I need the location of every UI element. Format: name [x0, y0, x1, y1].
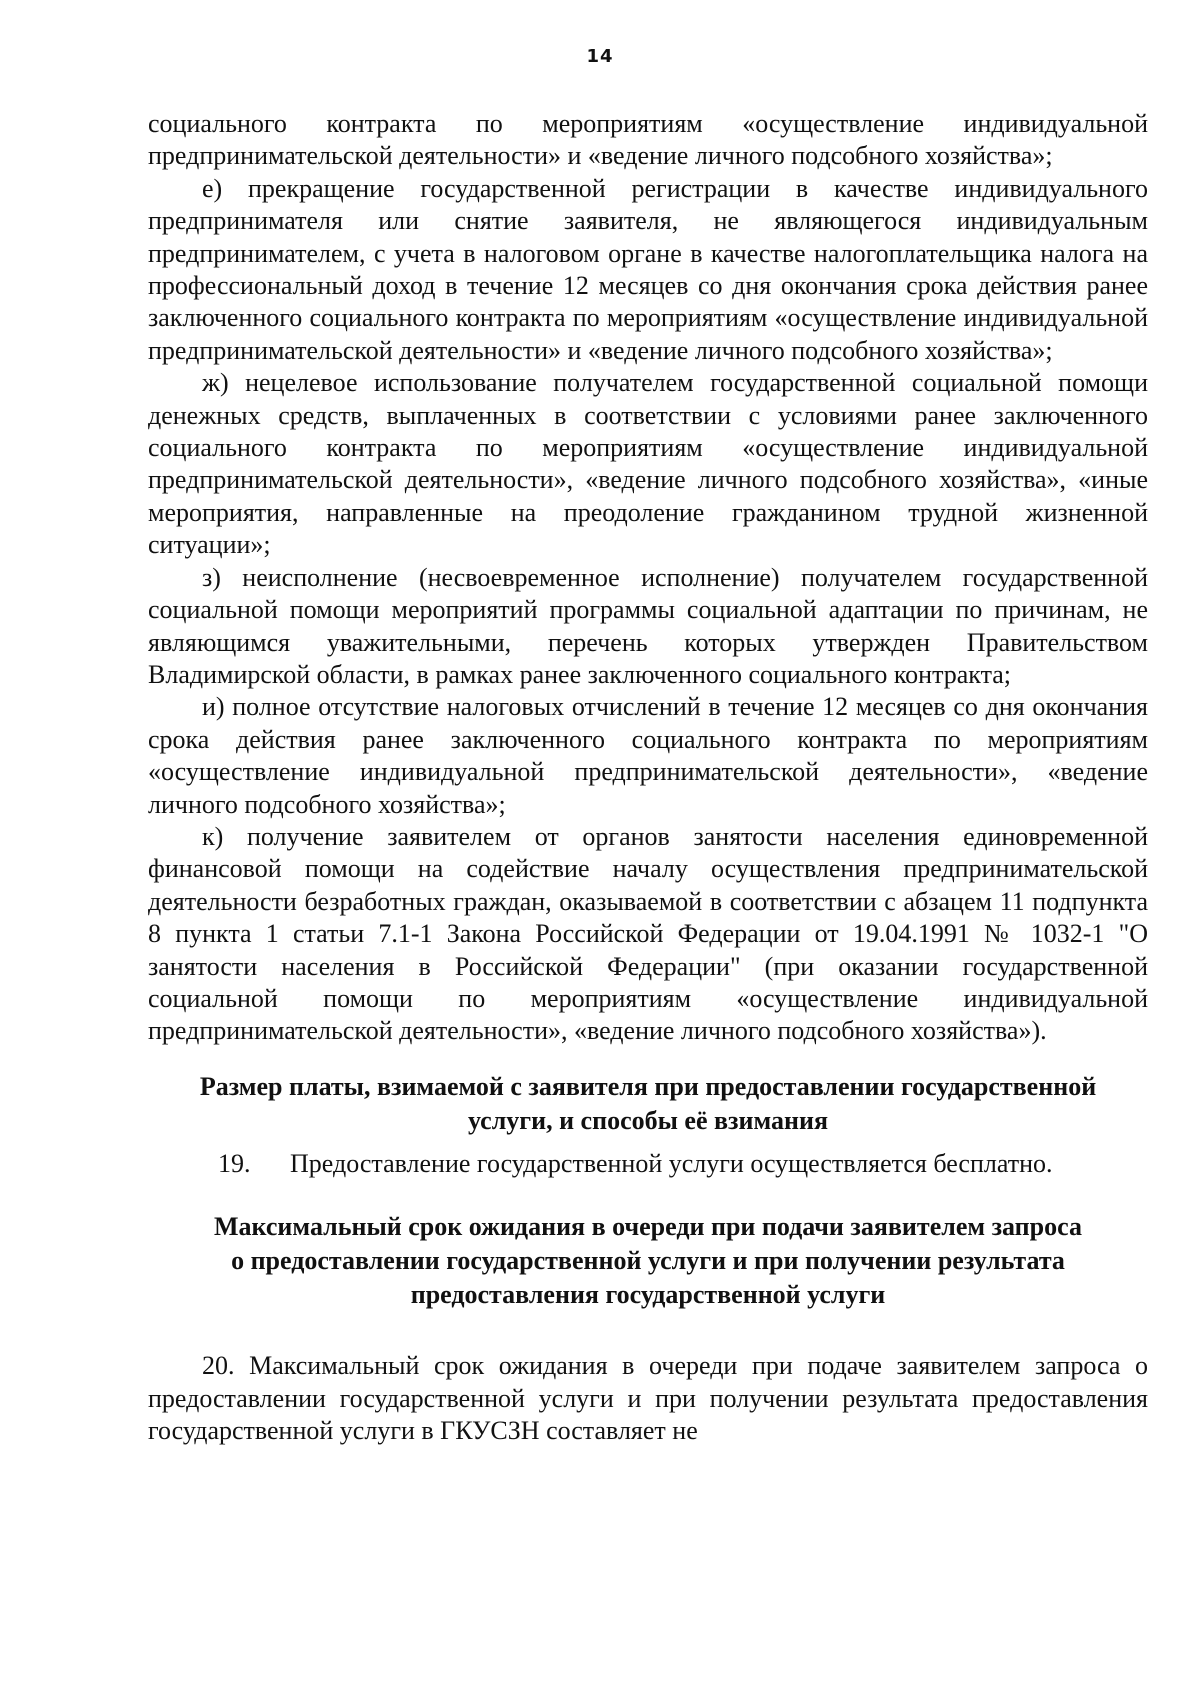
item-text: Предоставление государственной услуги осуществляется бесплатно.: [290, 1148, 1053, 1178]
section-heading-wait-time: [148, 1210, 1148, 1312]
heading-line: о предоставлении государственной услуги и при получении результата: [231, 1246, 1065, 1276]
heading-line: Размер платы, взимаемой с заявителя при предоставлении государственной: [199, 1071, 1097, 1101]
page-number: 14: [586, 46, 614, 67]
paragraph-item-19: [148, 1148, 1148, 1180]
section-heading-fee: [148, 1070, 1148, 1138]
paragraph-continuation: социального контракта по мероприятиям «осуществление индивидуальной предпринимательской деятельности» и «ведение личного подсобного хозяйства»;: [148, 109, 1148, 171]
paragraph-item-e: е) прекращение государственной регистрации в качестве индивидуального предпринимателя или снятие заявителя, не являющегося индивидуальным предпринимателем, с учета в налоговом органе в качестве налогоплательщика налога на профессиональный доход в течение 12 месяцев со дня окончания срока действия ранее заключенного социального контракта по мероприятиям «осуществление индивидуальной предпринимательской деятельности» и «ведение личного подсобного хозяйства»;: [148, 173, 1148, 365]
paragraph-item-zh: ж) нецелевое использование получателем государственной социальной помощи денежных средств, выплаченных в соответствии с условиями ранее заключенного социального контракта по мероприятиям «осуществление индивидуальной предпринимательской деятельности», «ведение личного подсобного хозяйства», «иные мероприятия, направленные на преодоление гражданином трудной жизненной ситуации»;: [148, 368, 1148, 560]
heading-line: предоставления государственной услуги: [410, 1280, 886, 1310]
paragraph-item-k: к) получение заявителем от органов занятости населения единовременной финансовой помощи на содействие началу осуществления предпринимательской деятельности безработных граждан, оказываемой в соответствии с абзацем 11 подпункта 8 пункта 1 статьи 7.1-1 Закона Российской Федерации от 19.04.1991 № 1032-1 "О занятости населения в Российской Федерации" (при оказании государственной социальной помощи по мероприятиям «осуществление индивидуальной предпринимательской деятельности», «ведение личного подсобного хозяйства»).: [148, 821, 1148, 1046]
paragraph-item-i: и) полное отсутствие налоговых отчислений в течение 12 месяцев со дня окончания срока действия ранее заключенного социального контракта по мероприятиям «осуществление индивидуальной предпринимательской деятельности», «ведение личного подсобного хозяйства»;: [148, 692, 1148, 819]
heading-line: услуги, и способы её взимания: [467, 1105, 829, 1135]
paragraph-item-z: з) неисполнение (несвоевременное исполнение) получателем государственной социальной помощи мероприятий программы социальной адаптации по причинам, не являющимся уважительными, перечень которых утвержден Правительством Владимирской области, в рамках ранее заключенного социального контракта;: [148, 562, 1148, 689]
paragraph-item-20: 20. Максимальный срок ожидания в очереди при подаче заявителем запроса о предоставлении государственной услуги и при получении результата предоставления государственной услуги в ГКУСЗН составляет не: [148, 1351, 1148, 1445]
item-number: 19.: [218, 1148, 251, 1178]
page-body: [148, 108, 1148, 1447]
heading-line: Максимальный срок ожидания в очереди при подачи заявителем запроса: [214, 1212, 1082, 1242]
